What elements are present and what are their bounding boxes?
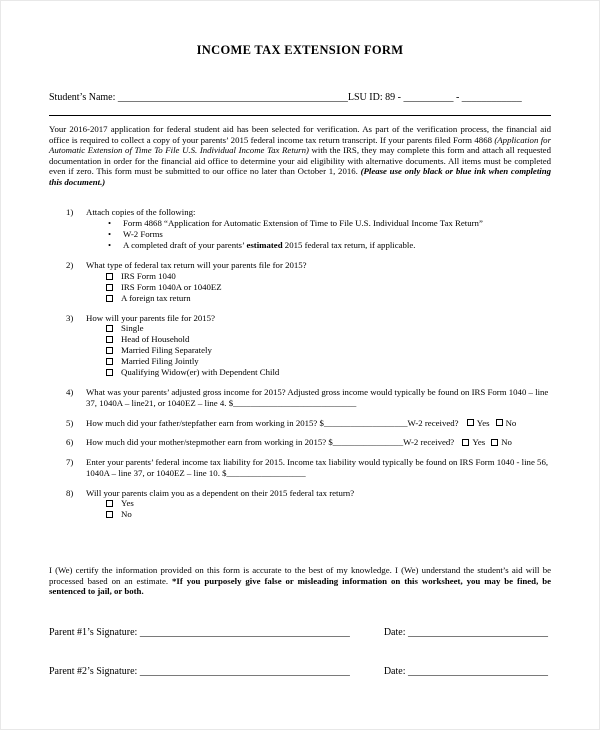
bullet-text — [123, 240, 415, 251]
checkbox-option — [106, 367, 551, 378]
option-label: IRS Form 1040 — [121, 270, 176, 281]
question-2 — [66, 260, 551, 304]
father-earnings-field[interactable]: ___________________ — [323, 417, 408, 428]
question-number: 3) — [66, 312, 74, 323]
bullet-text-post: 2015 federal tax return, if applicable. — [282, 239, 416, 250]
question-text: Will your parents claim you as a dependent on their 2015 federal tax return? — [86, 487, 355, 498]
checkbox[interactable] — [106, 369, 113, 376]
checkbox-option — [106, 509, 551, 520]
lsu-id-field-1[interactable]: __________ — [403, 92, 454, 103]
signature-label: Parent #1’s Signature: — [49, 626, 140, 638]
question-text: How will your parents file for 2015? — [86, 312, 215, 323]
agi-amount-field[interactable]: ____________________________ — [233, 397, 357, 408]
checkbox[interactable] — [106, 325, 113, 332]
question-number: 4) — [66, 387, 74, 398]
question-body — [86, 387, 551, 408]
option-label: Married Filing Jointly — [121, 356, 199, 367]
w2-yes-checkbox[interactable] — [462, 439, 469, 446]
bullet-item — [106, 229, 551, 240]
question-number: 2) — [66, 259, 74, 270]
checkbox-option — [106, 345, 551, 356]
question-body — [86, 207, 551, 251]
question-list — [49, 207, 551, 520]
bullet-icon: • — [108, 218, 112, 228]
option-label: A foreign tax return — [121, 292, 191, 303]
lsu-id-separator: - — [453, 92, 462, 103]
checkbox[interactable] — [106, 284, 113, 291]
option-label: Qualifying Widow(er) with Dependent Child — [121, 367, 280, 378]
student-name-label: Student’s Name: — [49, 92, 118, 103]
checkbox-option — [106, 498, 551, 509]
certification-paragraph — [49, 565, 551, 597]
option-label: No — [121, 509, 132, 520]
checkbox-option — [106, 323, 551, 334]
question-text: What type of federal tax return will your parents file for 2015? — [86, 259, 307, 270]
bullet-item — [106, 218, 551, 229]
question-body — [86, 488, 551, 521]
option-label: Married Filing Separately — [121, 345, 212, 356]
bullet-text-emphasis: estimated — [246, 239, 283, 250]
yes-label: Yes — [472, 437, 486, 448]
bullet-text: Form 4868 “Application for Automatic Extension of Time to File U.S. Individual Income Tax Return” — [123, 218, 483, 228]
question-body — [86, 418, 551, 429]
checkbox[interactable] — [106, 295, 113, 302]
parent1-signature-row — [49, 627, 551, 638]
checkbox-option — [106, 334, 551, 345]
yes-label: Yes — [476, 417, 490, 428]
dependent-yes-checkbox[interactable] — [106, 500, 113, 507]
intro-form-name: (Application for Automatic Extension of Time To File U.S. Individual Income Tax Return) — [49, 134, 551, 156]
question-text: What was your parents’ adjusted gross income for 2015? Adjusted gross income would typically be found on IRS Form 1040 – line 37, 1040A – line21, or 1040EZ – line 4. $ — [86, 387, 549, 408]
checkbox-option — [106, 293, 551, 304]
date-label: Date: — [383, 665, 408, 677]
question-6 — [66, 437, 551, 448]
question-body — [86, 457, 551, 478]
checkbox[interactable] — [106, 347, 113, 354]
question-4 — [66, 387, 551, 408]
checkbox[interactable] — [106, 358, 113, 365]
option-label: IRS Form 1040A or 1040EZ — [121, 281, 222, 292]
question-number: 1) — [66, 207, 74, 218]
question-body — [86, 313, 551, 379]
option-label: Yes — [121, 498, 134, 509]
certification-warning: *If you purposely give false or misleading information on this worksheet, you may be fined, be sentenced to jail, or both. — [49, 575, 552, 597]
question-1 — [66, 207, 551, 251]
option-label: Single — [121, 323, 144, 334]
header-divider — [49, 115, 551, 116]
intro-part-1: Your 2016-2017 application for federal student aid has been selected for verification. As part of the verification process, the financial aid office is required to collect a copy of your parents’ 2015 federal income tax return transcript. If your parents filed Form 4868 — [49, 124, 551, 145]
signature-label: Parent #2’s Signature: — [49, 665, 140, 677]
bullet-item — [106, 240, 551, 251]
no-label: No — [501, 437, 512, 448]
student-name-field[interactable]: ______________________________________________ — [117, 92, 348, 103]
tax-liability-field[interactable]: __________________ — [226, 467, 306, 478]
bullet-text: W-2 Forms — [123, 228, 163, 239]
w2-received-label: W-2 received? — [407, 417, 461, 428]
question-number: 7) — [66, 457, 74, 468]
parent2-signature-field[interactable]: __________________________________________ — [139, 665, 350, 677]
parent2-date-field[interactable]: ____________________________ — [407, 665, 548, 677]
question-7 — [66, 457, 551, 478]
question-8 — [66, 488, 551, 521]
question-body — [86, 260, 551, 304]
question-5 — [66, 418, 551, 429]
question-text: How much did your father/stepfather earn from working in 2015? $ — [86, 417, 324, 428]
w2-no-checkbox[interactable] — [491, 439, 498, 446]
question-text: Attach copies of the following: — [86, 207, 196, 218]
intro-paragraph — [49, 124, 551, 187]
parent2-signature-row — [49, 666, 551, 677]
question-number: 6) — [66, 437, 74, 448]
lsu-id-label: LSU ID: 89 - — [347, 92, 404, 103]
student-name-row — [49, 92, 551, 103]
question-text: How much did your mother/stepmother earn from working in 2015? $ — [86, 437, 333, 448]
intro-ink-note: (Please use only black or blue ink when completing this document.) — [49, 166, 551, 187]
question-text: Enter your parents’ federal income tax liability for 2015. Income tax liability would typically be found on IRS Form 1040 - line 56, 1040A – line 37, or 1040EZ – line 10. $ — [86, 457, 549, 478]
dependent-no-checkbox[interactable] — [106, 511, 113, 518]
checkbox-option — [106, 282, 551, 293]
w2-no-checkbox[interactable] — [496, 419, 503, 426]
parent1-signature-field[interactable]: __________________________________________ — [139, 626, 350, 638]
question-number: 8) — [66, 487, 74, 498]
option-label: Head of Household — [121, 334, 190, 345]
w2-received-label: W-2 received? — [403, 437, 457, 448]
mother-earnings-field[interactable]: ________________ — [332, 437, 404, 448]
lsu-id-field-2[interactable]: ____________ — [461, 92, 522, 103]
bullet-icon: • — [108, 239, 112, 250]
question-body — [86, 437, 551, 448]
w2-yes-checkbox[interactable] — [467, 419, 474, 426]
bullet-text-pre: A completed draft of your parents’ — [123, 239, 247, 250]
no-label: No — [505, 417, 517, 428]
date-label: Date: — [383, 626, 408, 638]
bullet-icon: • — [108, 228, 112, 239]
form-title: INCOME TAX EXTENSION FORM — [196, 43, 404, 57]
checkbox-option — [106, 271, 551, 282]
question-3 — [66, 313, 551, 379]
question-number: 5) — [66, 417, 74, 428]
checkbox[interactable] — [106, 273, 113, 280]
checkbox[interactable] — [106, 336, 113, 343]
checkbox-option — [106, 356, 551, 367]
certification-text: I (We) certify the information provided on this form is accurate to the best of my knowledge. I (We) understand the student’s aid will be processed based on an estimate. — [49, 565, 551, 586]
parent1-date-field[interactable]: ____________________________ — [407, 626, 548, 638]
intro-part-3: with the IRS, they may complete this form and attach all requested documentation in order for the financial aid office to determine your aid eligibility with alternative documents. All items must be completed even if zero. This form must be submitted to our office no later than October 1, 2016. — [49, 145, 551, 177]
